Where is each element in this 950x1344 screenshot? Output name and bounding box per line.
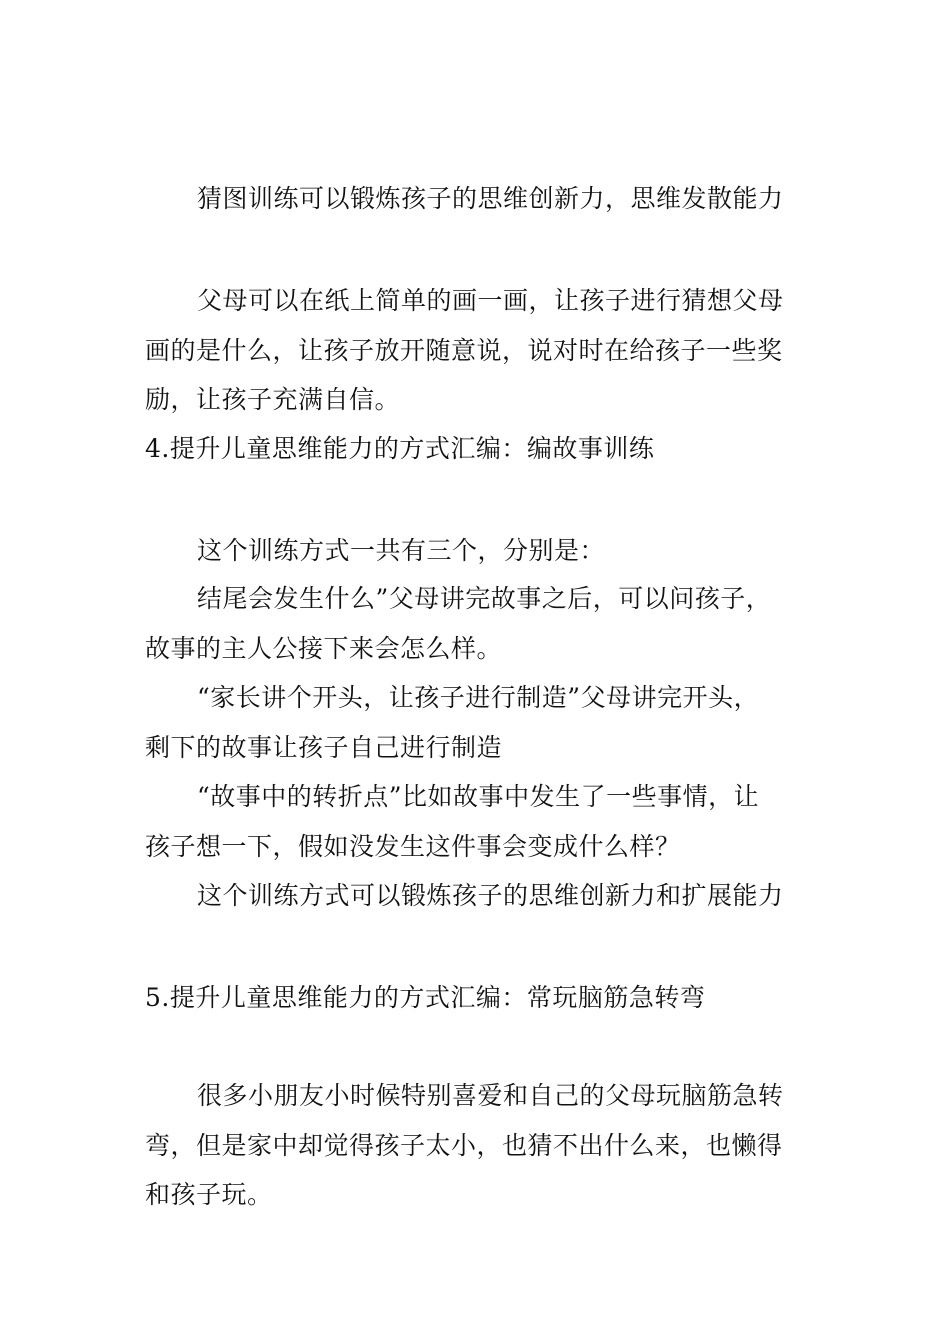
- paragraph-riddles-line-2: 弯，但是家中却觉得孩子太小，也猜不出什么来，也懒得: [145, 1131, 783, 1160]
- paragraph-three-methods: 这个训练方式一共有三个，分别是：: [197, 536, 606, 565]
- section-heading-4: 4.提升儿童思维能力的方式汇编：编故事训练: [145, 434, 655, 463]
- paragraph-ending-line-2: 故事的主人公接下来会怎么样。: [145, 634, 503, 663]
- paragraph-turning-point-line-2: 孩子想一下，假如没发生这件事会变成什么样？: [145, 832, 681, 861]
- paragraph-opening-line-1: “家长讲个开头，让孩子进行制造”父母讲完开头，: [197, 683, 760, 712]
- paragraph-draw-line-2: 画的是什么，让孩子放开随意说，说对时在给孩子一些奖: [145, 336, 783, 365]
- paragraph-riddles-line-1: 很多小朋友小时候特别喜爱和自己的父母玩脑筋急转: [197, 1081, 784, 1110]
- paragraph-draw-line-1: 父母可以在纸上简单的画一画，让孩子进行猜想父母: [197, 286, 784, 315]
- paragraph-opening-line-2: 剩下的故事让孩子自己进行制造: [145, 733, 503, 762]
- paragraph-turning-point-line-1: “故事中的转折点”比如故事中发生了一些事情，让: [197, 782, 760, 811]
- paragraph-ending-line-1: 结尾会发生什么”父母讲完故事之后，可以问孩子，: [197, 584, 772, 613]
- paragraph-training-benefit: 这个训练方式可以锻炼孩子的思维创新力和扩展能力: [197, 881, 784, 910]
- section-heading-5: 5.提升儿童思维能力的方式汇编：常玩脑筋急转弯: [145, 983, 706, 1012]
- paragraph-draw-line-3: 励，让孩子充满自信。: [145, 385, 401, 414]
- paragraph-riddles-line-3: 和孩子玩。: [145, 1180, 273, 1209]
- paragraph-guess-picture-summary: 猜图训练可以锻炼孩子的思维创新力，思维发散能力: [197, 184, 784, 213]
